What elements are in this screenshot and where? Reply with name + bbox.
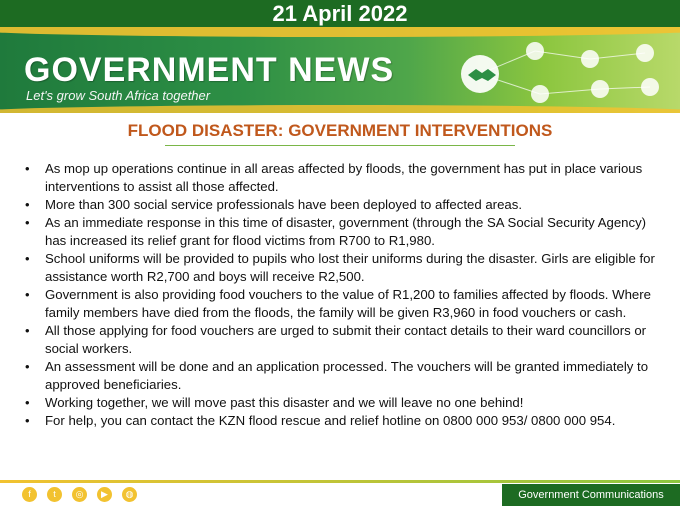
banner-swoosh-top — [0, 27, 680, 37]
page-heading: FLOOD DISASTER: GOVERNMENT INTERVENTIONS — [127, 121, 553, 140]
bullet-icon: • — [25, 197, 30, 212]
facebook-icon[interactable]: f — [22, 487, 37, 502]
people-icon — [526, 42, 544, 60]
list-item: • All those applying for food vouchers are urged to submit their contact details to their ward councillors or social workers. — [25, 323, 647, 356]
medical-icon — [636, 44, 654, 62]
list-item: • Government is also providing food vouchers to the value of R1,200 to families affected by floods. Where family members have died from the floods, the family will be given R3,960 in food vouchers or cash. — [25, 287, 651, 320]
web-icon[interactable]: ◍ — [122, 487, 137, 502]
bullet-icon: • — [25, 287, 30, 302]
bullet-icon: • — [25, 251, 30, 266]
date-text: 21 April 2022 — [272, 1, 408, 26]
bullet-icon: • — [25, 395, 30, 410]
bullet-icon: • — [25, 161, 30, 176]
bullet-icon: • — [25, 359, 30, 374]
banner-subtitle: Let's grow South Africa together — [26, 88, 211, 103]
list-item: • For help, you can contact the KZN flood rescue and relief hotline on 0800 000 953/ 0800 000 954. — [25, 413, 616, 428]
bullet-icon: • — [25, 215, 30, 230]
car-icon — [641, 78, 659, 96]
banner — [0, 27, 680, 113]
youtube-icon[interactable]: ▶ — [97, 487, 112, 502]
date-bar — [0, 0, 680, 27]
heading-underline — [165, 145, 515, 146]
banner-title: GOVERNMENT NEWS — [24, 51, 395, 89]
list-item: • Working together, we will move past this disaster and we will leave no one behind! — [25, 395, 524, 410]
list-item: • An assessment will be done and an application processed. The vouchers will be granted immediately to approved beneficiaries. — [25, 359, 649, 392]
money-icon — [581, 50, 599, 68]
footer-divider — [0, 480, 680, 483]
list-item: • School uniforms will be provided to pupils who lost their uniforms during the disaster. Girls are eligible for assistance worth R2,700 and boys will receive R2,500. — [25, 251, 655, 284]
instagram-icon[interactable]: ◎ — [72, 487, 87, 502]
list-item: • More than 300 social service professionals have been deployed to affected areas. — [25, 197, 523, 212]
gcis-label: Government Communications (GCIS) — [502, 484, 680, 506]
school-icon — [531, 85, 549, 103]
twitter-icon[interactable]: t — [47, 487, 62, 502]
house-icon — [591, 80, 609, 98]
bullet-list — [22, 160, 662, 430]
bullet-icon: • — [25, 323, 30, 338]
bullet-icon: • — [25, 413, 30, 428]
social-icons — [22, 486, 147, 506]
banner-icon-cluster — [440, 39, 670, 109]
list-item: • As an immediate response in this time of disaster, government (through the SA Social Security Agency) has increased its relief grant for flood victims from R700 to R1,980. — [25, 215, 647, 248]
footer — [0, 474, 680, 523]
banner-icons-svg — [440, 39, 670, 109]
list-item: • As mop up operations continue in all areas affected by floods, the government has put in place various interventions to assist all those affected. — [25, 161, 643, 194]
